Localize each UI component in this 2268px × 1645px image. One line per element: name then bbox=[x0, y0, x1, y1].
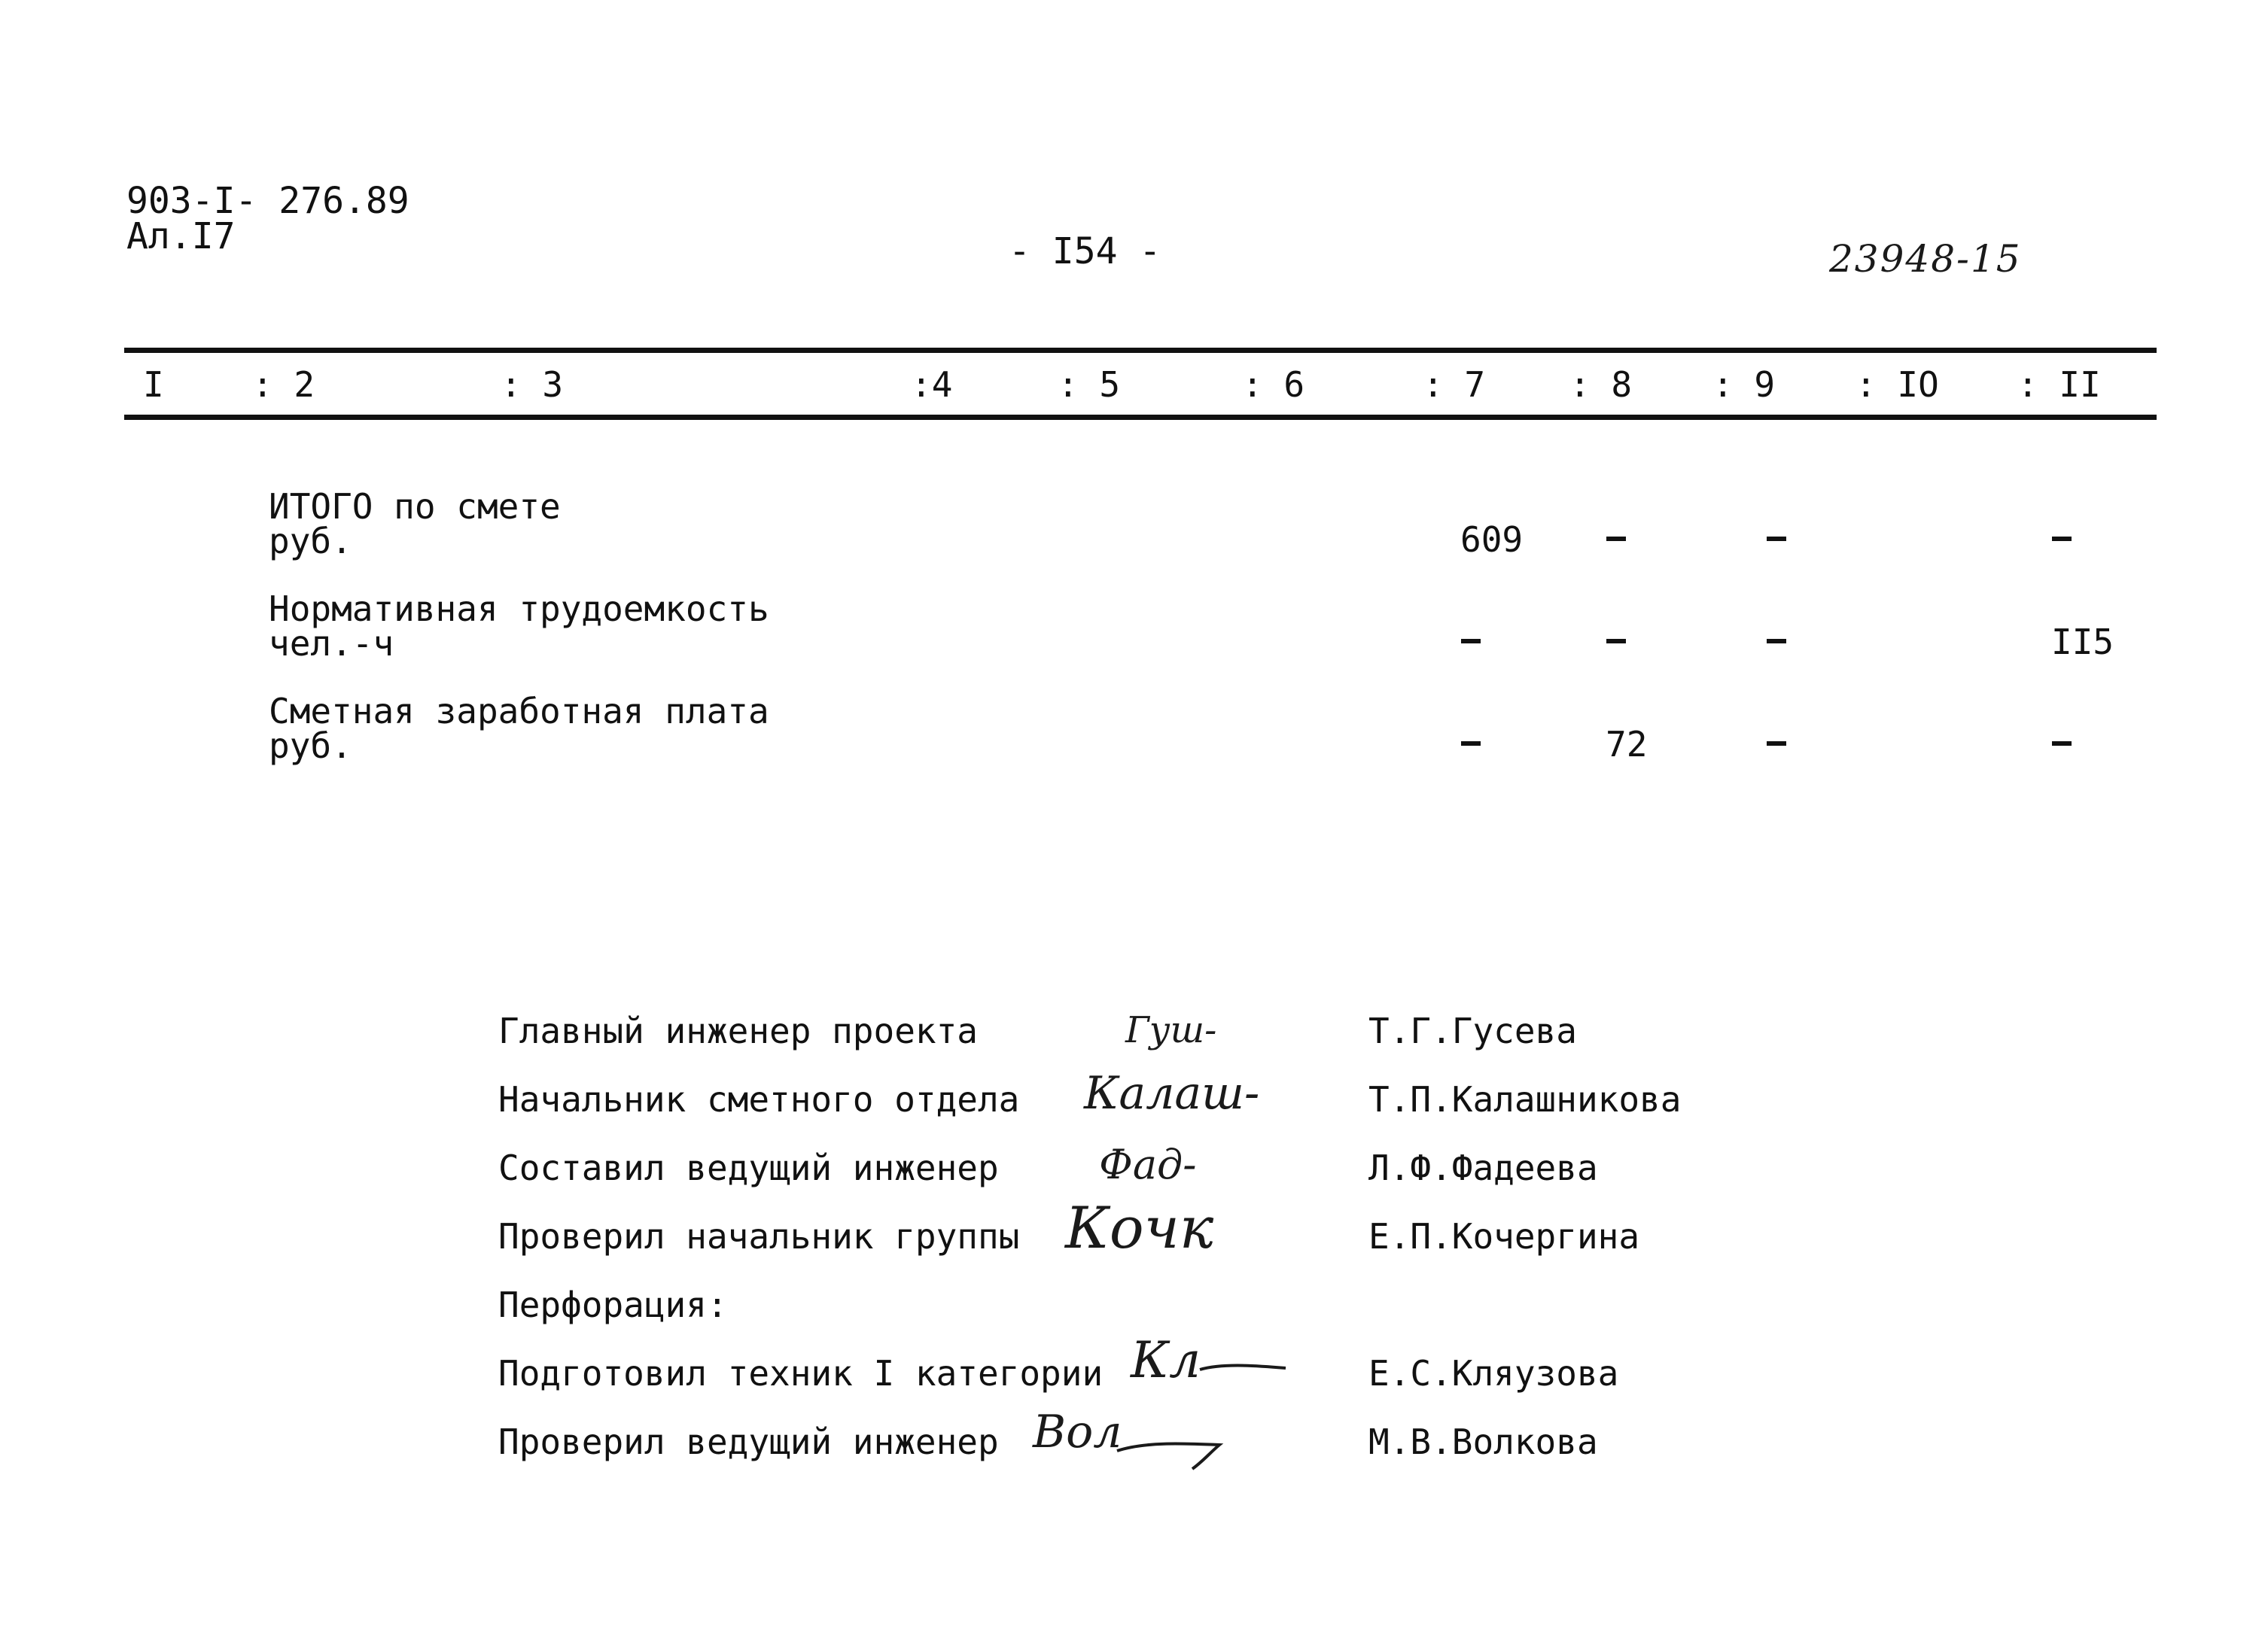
signature-role: Подготовил техник I категории bbox=[498, 1353, 1104, 1394]
column-number-8: : 8 bbox=[1569, 364, 1633, 405]
signature-role: Проверил ведущий инженер bbox=[498, 1422, 999, 1462]
column-number-3: : 3 bbox=[501, 364, 564, 405]
table-header-bottom-rule bbox=[124, 415, 2157, 420]
row-label: ИТОГО по смете bbox=[269, 486, 561, 527]
row-label: Нормативная трудоемкость bbox=[269, 588, 769, 629]
signature-role: Проверил начальник группы bbox=[498, 1216, 1020, 1257]
dash-mark bbox=[1767, 741, 1786, 746]
column-number-2: : 2 bbox=[252, 364, 315, 405]
handwritten-signature: Кочк bbox=[1065, 1194, 1214, 1261]
column-number-10: : IO bbox=[1855, 364, 1939, 405]
handwritten-signature: Вол bbox=[1033, 1406, 1122, 1458]
signatory-name: Л.Ф.Фадеева bbox=[1368, 1148, 1598, 1188]
signature-role: Составил ведущий инженер bbox=[498, 1148, 999, 1188]
dash-mark bbox=[1767, 537, 1786, 541]
inventory-number: 23948-15 bbox=[1829, 237, 2022, 281]
column-number-5: : 5 bbox=[1058, 364, 1121, 405]
dash-mark bbox=[2052, 537, 2072, 541]
column-number-11: : II bbox=[2017, 364, 2101, 405]
signatory-name: Т.П.Калашникова bbox=[1368, 1079, 1682, 1120]
dash-mark bbox=[1606, 537, 1626, 541]
column-number-7: : 7 bbox=[1423, 364, 1486, 405]
row-unit: чел.-ч bbox=[269, 623, 394, 664]
handwritten-signature: Гуш- bbox=[1125, 1009, 1217, 1051]
signatory-name: Е.С.Кляузова bbox=[1368, 1353, 1619, 1394]
signature-role: Начальник сметного отдела bbox=[498, 1079, 1020, 1120]
signature-role: Главный инженер проекта bbox=[498, 1011, 978, 1051]
cell-col7: 609 bbox=[1460, 519, 1524, 560]
handwritten-signature: Кл bbox=[1131, 1331, 1201, 1389]
table-top-rule bbox=[124, 348, 2157, 353]
document-code: 903-I- 276.89 bbox=[126, 180, 409, 222]
section-heading-perforation: Перфорация: bbox=[498, 1285, 728, 1325]
dash-mark bbox=[1461, 639, 1481, 643]
cell-col11: II5 bbox=[2051, 622, 2114, 662]
handwritten-signature: Калаш- bbox=[1084, 1067, 1260, 1120]
column-number-6: : 6 bbox=[1242, 364, 1305, 405]
row-unit: руб. bbox=[269, 521, 352, 561]
handwritten-signature: Фад- bbox=[1099, 1141, 1197, 1188]
signature-flourish bbox=[1198, 1361, 1289, 1376]
album-number: Ал.I7 bbox=[126, 215, 236, 257]
signatory-name: Т.Г.Гусева bbox=[1368, 1011, 1577, 1051]
dash-mark bbox=[1767, 639, 1786, 643]
row-label: Сметная заработная плата bbox=[269, 691, 769, 731]
dash-mark bbox=[1606, 639, 1626, 643]
page-number: - I54 - bbox=[1009, 230, 1161, 272]
row-unit: руб. bbox=[269, 725, 352, 766]
column-number-9: : 9 bbox=[1712, 364, 1776, 405]
dash-mark bbox=[2052, 741, 2072, 746]
column-number-1: I bbox=[143, 364, 164, 405]
signature-flourish bbox=[1114, 1430, 1227, 1475]
column-number-4: :4 bbox=[911, 364, 953, 405]
cell-col8: 72 bbox=[1606, 724, 1648, 765]
dash-mark bbox=[1461, 741, 1481, 746]
signatory-name: М.В.Волкова bbox=[1368, 1422, 1598, 1462]
signatory-name: Е.П.Кочергина bbox=[1368, 1216, 1640, 1257]
